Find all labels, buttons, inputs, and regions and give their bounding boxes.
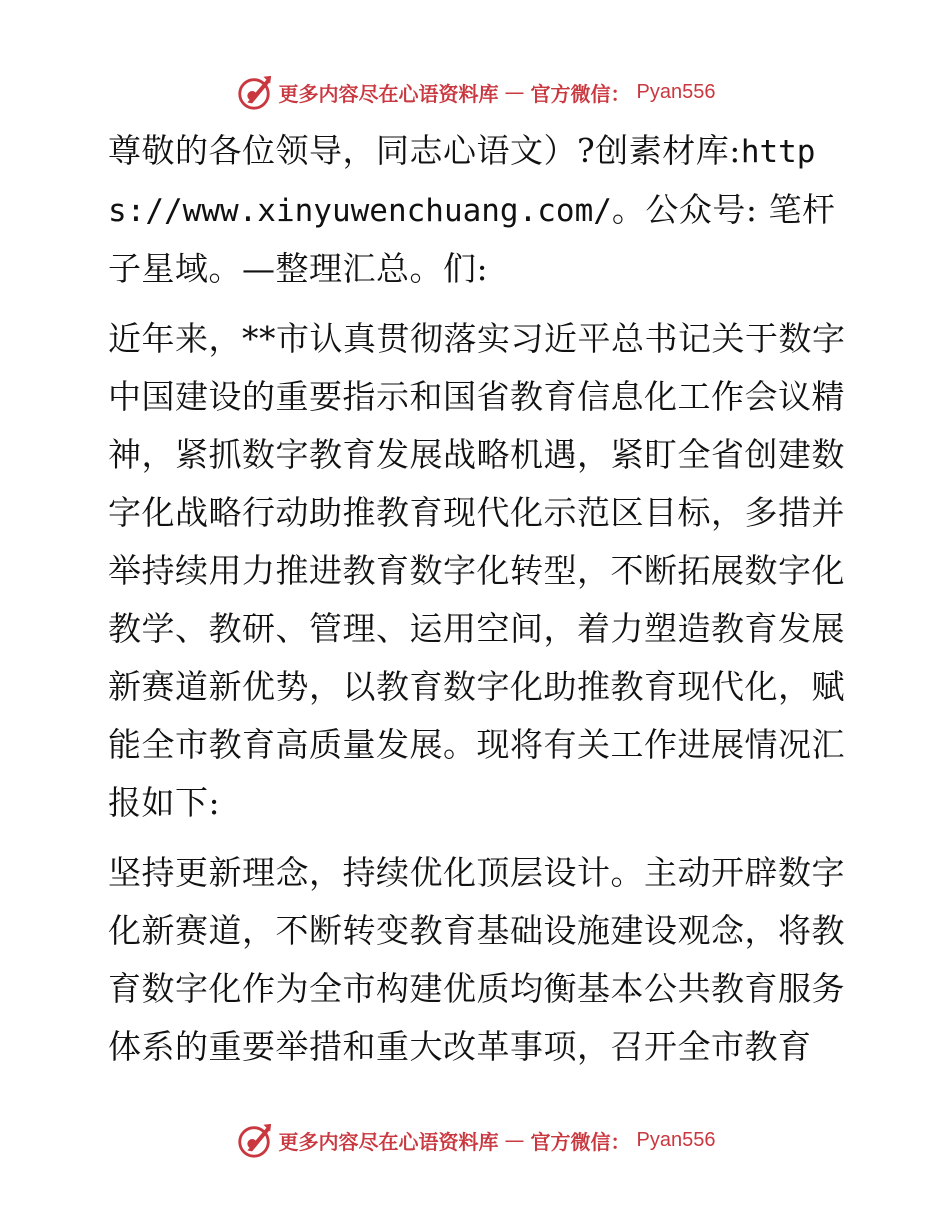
- salutation-text: 尊敬的各位领导，同志心语文）?创素材库:: [108, 131, 741, 170]
- quill-pen-logo-icon: [235, 1121, 273, 1159]
- footer-dash: —: [504, 1128, 525, 1152]
- resource-url: https://www.xinyuwenchuang.com/: [108, 134, 816, 229]
- paragraph-intro: 近年来，**市认真贯彻落实习近平总书记关于数字中国建设的重要指示和国省教育信息化工作会议精神，紧抓数字教育发展战略机遇，紧盯全省创建数字化战略行动助推教育现代化示范区目标，多措并举持续用力推进教育数字化转型，不断拓展数字化教学、教研、管理、运用空间，着力塑造教育发展新赛道新优势，以教育数字化助推教育现代化，赋能全市教育高质量发展。现将有关工作进展情况汇报如下:: [108, 319, 846, 822]
- paragraph-salutation: [98, 122, 858, 298]
- header-wechat-label: 官方微信：: [530, 81, 631, 106]
- header-brand-text: 更多内容尽在心语资料库: [278, 81, 499, 106]
- header-banner: [0, 70, 950, 114]
- header-dash: —: [504, 80, 525, 104]
- paragraph-section-1: 坚持更新理念，持续优化顶层设计。主动开辟数字化新赛道，不断转变教育基础设施建设观念，将教育数字化作为全市构建优质均衡基本公共教育服务体系的重要举措和重大改革事项，召开全市教育: [108, 853, 845, 1066]
- footer-brand-text: 更多内容尽在心语资料库: [278, 1129, 499, 1154]
- quill-pen-logo-icon: [235, 73, 273, 111]
- header-wechat-id: Pyan556: [636, 80, 716, 103]
- document-body: [98, 122, 858, 1076]
- footer-wechat-label: 官方微信：: [530, 1129, 631, 1154]
- footer-wechat-id: Pyan556: [636, 1128, 716, 1151]
- salutation-tail: 。公众号: 笔杆子星域。—整理汇总。们:: [108, 190, 836, 288]
- footer-banner: [0, 1118, 950, 1162]
